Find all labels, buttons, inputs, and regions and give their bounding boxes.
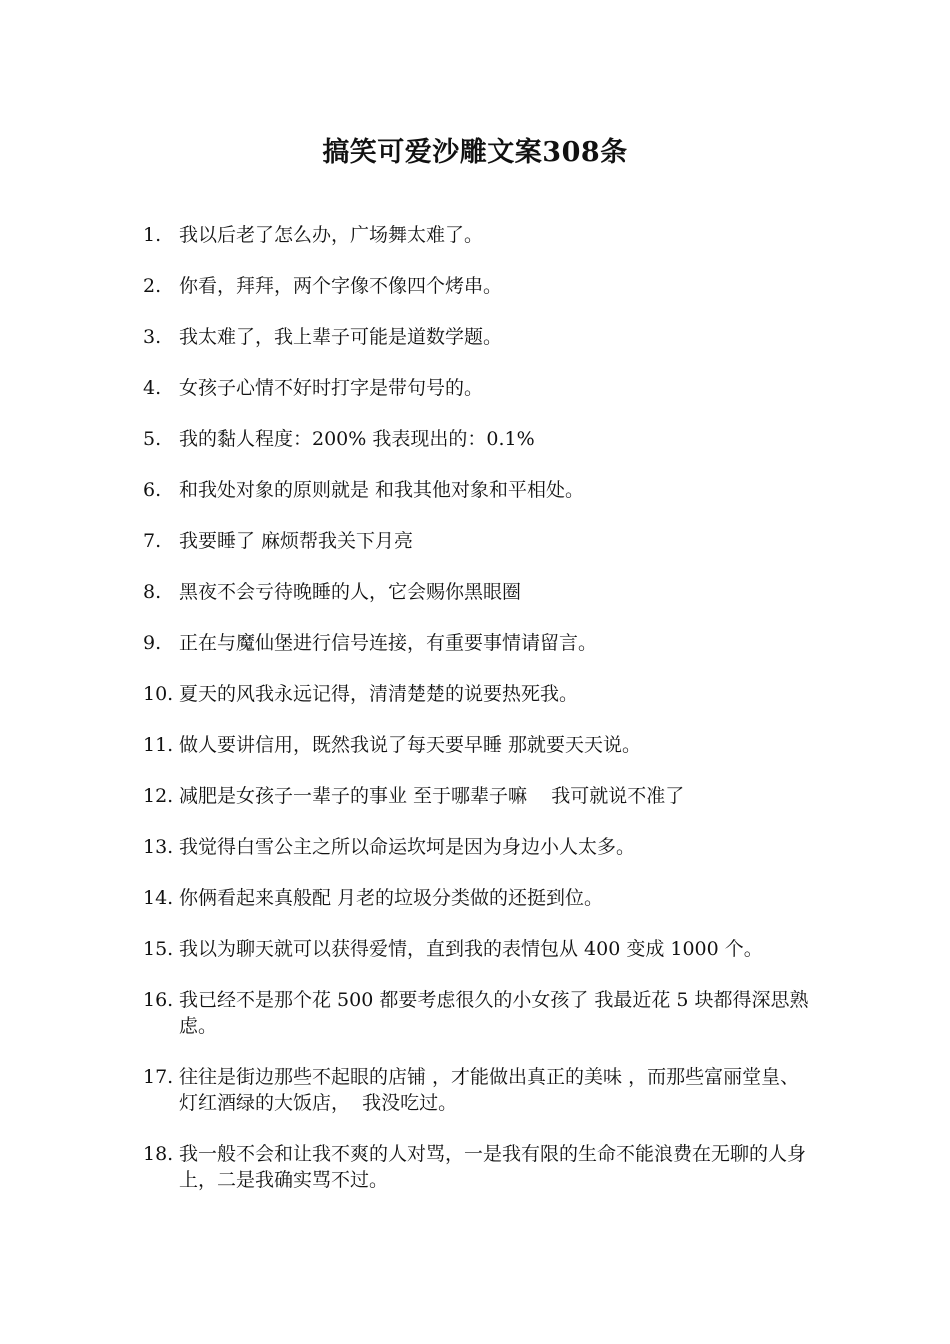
list-item: [143, 528, 813, 554]
list-item: [143, 630, 813, 656]
item-number: 3.: [143, 326, 162, 348]
list-item: [143, 1141, 813, 1193]
list-item: [143, 885, 813, 911]
document-title: 搞笑可爱沙雕文案308条: [322, 137, 628, 168]
item-number: 13.: [143, 836, 174, 858]
item-text: 你俩看起来真般配 月老的垃圾分类做的还挺到位。: [179, 887, 604, 909]
list-item: [143, 1064, 813, 1116]
list-item: [143, 273, 813, 299]
item-number: 16.: [143, 989, 174, 1011]
item-text: 减肥是女孩子一辈子的事业 至于哪辈子嘛 我可就说不准了: [179, 785, 685, 807]
list-item: [143, 222, 813, 248]
list-item: [143, 681, 813, 707]
list-item: [143, 375, 813, 401]
list-item: [143, 936, 813, 962]
item-number: 4.: [143, 377, 162, 399]
item-text: 我一般不会和让我不爽的人对骂，一是我有限的生命不能浪费在无聊的人身上，二是我确实骂不过。: [179, 1143, 807, 1191]
item-text: 往往是街边那些不起眼的店铺 ，才能做出真正的美味 ，而那些富丽堂皇、灯红酒绿的大饭店， 我没吃过。: [179, 1066, 800, 1114]
item-text: 我要睡了 麻烦帮我关下月亮: [179, 530, 414, 552]
item-number: 5.: [143, 428, 162, 450]
item-text: 你看，拜拜，两个字像不像四个烤串。: [179, 275, 503, 297]
item-text: 和我处对象的原则就是 和我其他对象和平相处。: [179, 479, 585, 501]
item-number: 15.: [143, 938, 174, 960]
item-text: 夏天的风我永远记得，清清楚楚的说要热死我。: [179, 683, 579, 705]
list-item: [143, 579, 813, 605]
item-number: 12.: [143, 785, 174, 807]
item-number: 8.: [143, 581, 162, 603]
item-number: 6.: [143, 479, 162, 501]
item-number: 17.: [143, 1066, 174, 1088]
item-number: 18.: [143, 1143, 174, 1165]
list-item: [143, 426, 813, 452]
item-number: 2.: [143, 275, 162, 297]
item-text: 我的黏人程度：200% 我表现出的：0.1%: [179, 428, 535, 450]
list-item: [143, 732, 813, 758]
list-item: [143, 324, 813, 350]
list-item: [143, 987, 813, 1039]
joke-list: [143, 222, 813, 1218]
item-number: 11.: [143, 734, 174, 756]
item-text: 我以后老了怎么办，广场舞太难了。: [179, 224, 484, 246]
item-number: 10.: [143, 683, 174, 705]
item-text: 女孩子心情不好时打字是带句号的。: [179, 377, 484, 399]
item-text: 我太难了，我上辈子可能是道数学题。: [179, 326, 503, 348]
list-item: [143, 783, 813, 809]
item-text: 做人要讲信用，既然我说了每天要早睡 那就要天天说。: [179, 734, 642, 756]
item-number: 7.: [143, 530, 162, 552]
item-text: 正在与魔仙堡进行信号连接，有重要事情请留言。: [179, 632, 598, 654]
item-number: 14.: [143, 887, 174, 909]
item-text: 我以为聊天就可以获得爱情，直到我的表情包从 400 变成 1000 个。: [179, 938, 763, 960]
item-text: 我觉得白雪公主之所以命运坎坷是因为身边小人太多。: [179, 836, 636, 858]
item-text: 我已经不是那个花 500 都要考虑很久的小女孩了 我最近花 5 块都得深思熟虑。: [179, 989, 809, 1037]
list-item: [143, 477, 813, 503]
item-number: 9.: [143, 632, 162, 654]
list-item: [143, 834, 813, 860]
item-number: 1.: [143, 224, 162, 246]
item-text: 黑夜不会亏待晚睡的人，它会赐你黑眼圈: [179, 581, 522, 603]
